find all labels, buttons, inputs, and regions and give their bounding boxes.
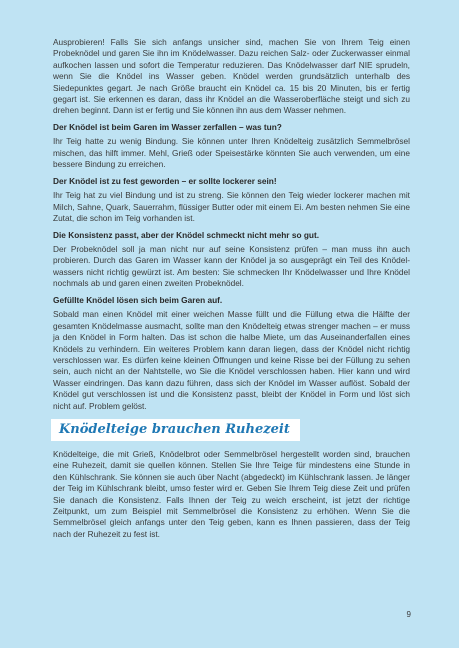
- section-heading-zu-fest: Der Knödel ist zu fest geworden – er sollte lockerer sein!: [53, 176, 277, 187]
- section-text-zu-fest: Ihr Teig hat zu viel Bindung und ist zu streng. Sie können den Teig wieder lockerer machen mit Milch, Sahne, Quark, Sauerrahm, flüssiger Butter oder mit einem Ei. Am besten nehmen Sie eine Zutat, die schon im Teig vorhanden ist.: [53, 190, 410, 224]
- section-text-gefuellte-knoedel: Sobald man einen Knödel mit einer weichen Masse füllt und die Füllung etwa die Hälfte der gesamten Knödelmasse ausmacht, sollte man den Knödelteig etwas strenger machen – er muss ja den Knödel in Form halten. Das ist schon die halbe Miete, um das Auseinanderfallen eines Knödels zu verhindern. Ein weiteres Problem kann daran liegen, dass der Knödel nicht richtig verschlossen war. Es dürfen keine kleinen Öffnungen und keine Risse bei der Füllung zu sehen sein, auch nicht an der Nahtstelle, wo Sie die Knödel verschlossen haben. Hier kann und wird Wasser eindringen. Das kann dazu führen, dass sich der Knödel im Wasser auflöst. Sobald der Knödel gut verschlossen ist und die Konsistenz passt, bleibt der Knödel in Form und löst sich nicht auf. Problem gelöst.: [53, 309, 410, 411]
- section-heading-zerfallen: Der Knödel ist beim Garen im Wasser zerfallen – was tun?: [53, 122, 282, 133]
- section-banner: [51, 419, 300, 441]
- section-text-zerfallen: Ihr Teig hatte zu wenig Bindung. Sie können unter Ihren Knödelteig zusätzlich Semmelbrösel mischen, das hilft immer. Mehl, Grieß oder Speisestärke könnten Sie auch verwenden, um eine bessere Bindung zu erreichen.: [53, 136, 410, 170]
- page-number: 9: [406, 610, 411, 619]
- intro-paragraph: Ausprobieren! Falls Sie sich anfangs unsicher sind, machen Sie von Ihrem Teig einen Probeknödel und garen Sie ihn im Knödelwasser. Dazu reichen Salz- oder Zuckerwasser einmal aufkochen lassen und sofort die Temperatur reduzieren. Das Knödelwasser darf NIE sprudeln, wenn Sie die Knödel ins Wasser geben. Knödel werden grundsätzlich unterhalb des Siedepunktes gegart. Je nach Größe braucht ein Knödel ca. 15 bis 20 Minuten, bis er fertig gegart ist. Sie erkennen es daran, dass ihr Knödel an die Wasseroberfläche steigt und sich zu drehen beginnt. Dann ist er fertig und Sie können ihn aus dem Wasser nehmen.: [53, 37, 410, 116]
- closing-paragraph: Knödelteige, die mit Grieß, Knödelbrot oder Semmelbrösel hergestellt worden sind, brauchen eine Ruhezeit, damit sie quellen können. Stellen Sie Ihre Teige für mindestens eine Stunde in den Kühlschrank. Sie können sie auch über Nacht (abgedeckt) im Kühlschrank lassen. Je länger der Teig im Kühlschrank bleibt, umso fester wird er. Geben Sie Ihrem Teig diese Zeit und prüfen Sie danach die Konsistenz. Falls Ihnen der Teig zu weich erscheint, ist jetzt der richtige Zeitpunkt, um zum Beispiel mit Semmelbrösel die Konsistenz zu erhöhen. Wenn Sie die Semmelbrösel gleich anfangs unter den Teig geben, kann es Ihnen passieren, dass der Teig nach der Ruhezeit zu fest ist.: [53, 448, 410, 539]
- section-heading-geschmack: Die Konsistenz passt, aber der Knödel schmeckt nicht mehr so gut.: [53, 230, 320, 241]
- section-heading-gefuellte-knoedel: Gefüllte Knödel lösen sich beim Garen auf.: [53, 295, 223, 306]
- section-text-geschmack: Der Probeknödel soll ja man nicht nur auf seine Konsistenz prüfen – man muss ihn auch probieren. Durch das Garen im Wasser kann der Knödel ja so ausgeprägt ein Teil des Knödel-wassers nicht richtig gewürzt ist. Am besten: Sie schmecken Ihr Knödelwasser und Ihre Knödel nochmals ab und garen einen zweiten Probeknödel.: [53, 244, 410, 289]
- page-content: [53, 37, 410, 540]
- banner-title: Knödelteige brauchen Ruhezeit: [59, 421, 290, 437]
